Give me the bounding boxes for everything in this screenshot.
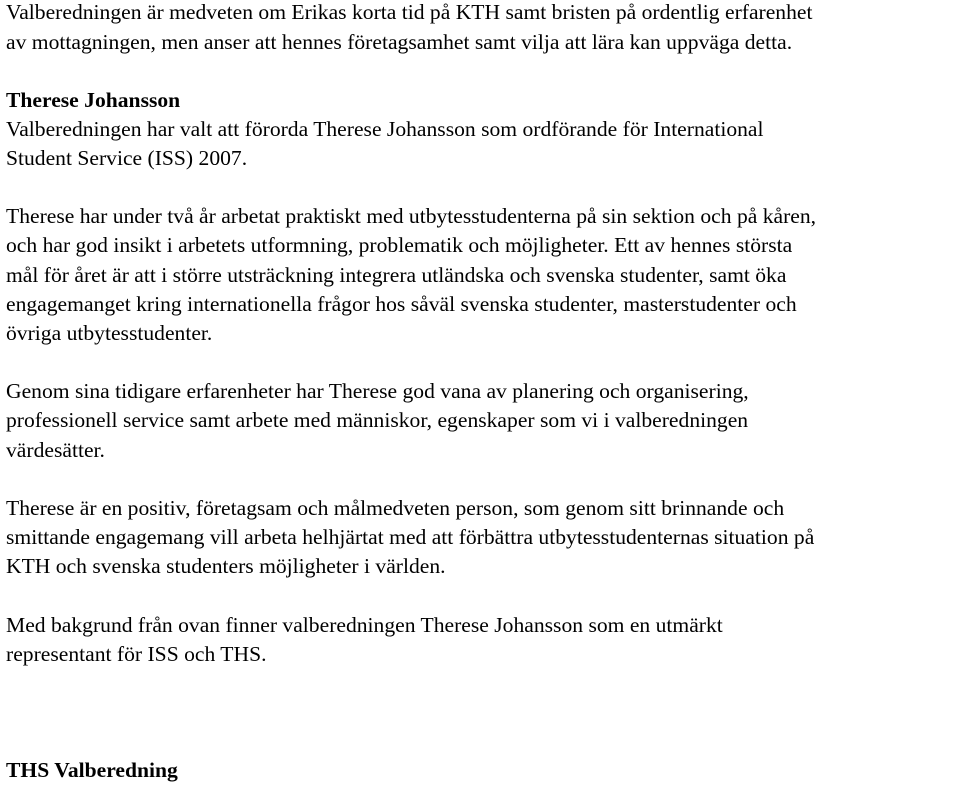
paragraph-line: KTH och svenska studenters möjligheter i världen. [6,554,446,578]
paragraph-line: Genom sina tidigare erfarenheter har Therese god vana av planering och organisering, [6,379,749,403]
paragraph-line: Med bakgrund från ovan finner valberedningen Therese Johansson som en utmärkt [6,613,723,637]
paragraph-line: engagemanget kring internationella frågor hos såväl svenska studenter, masterstudenter och [6,292,797,316]
nomination-line-2: Student Service (ISS) 2007. [6,146,248,170]
intro-line-1: Valberedningen är medveten om Erikas korta tid på KTH samt bristen på ordentlig erfarenhet [6,0,813,24]
signature: THS Valberedning [6,758,178,782]
paragraph-line: representant för ISS och THS. [6,642,267,666]
paragraph-line: Therese är en positiv, företagsam och målmedveten person, som genom sitt brinnande och [6,496,785,520]
paragraph-line: och har god insikt i arbetets utformning, problematik och möjligheter. Ett av hennes största [6,233,793,257]
intro-line-2: av mottagningen, men anser att hennes företagsamhet samt vilja att lära kan uppväga detta. [6,30,793,54]
candidate-name-heading: Therese Johansson [6,88,181,112]
paragraph-line: Therese har under två år arbetat praktiskt med utbytesstudenterna på sin sektion och på kåren, [6,204,817,228]
nomination-line-1: Valberedningen har valt att förorda Therese Johansson som ordförande för International [6,117,764,141]
paragraph-line: professionell service samt arbete med människor, egenskaper som vi i valberedningen [6,408,749,432]
paragraph-line: smittande engagemang vill arbeta helhjärtat med att förbättra utbytesstudenternas situation på [6,525,815,549]
paragraph-line: mål för året är att i större utsträckning integrera utländska och svenska studenter, samt öka [6,263,787,287]
paragraph-line: övriga utbytesstudenter. [6,321,213,345]
paragraph-line: värdesätter. [6,438,105,462]
